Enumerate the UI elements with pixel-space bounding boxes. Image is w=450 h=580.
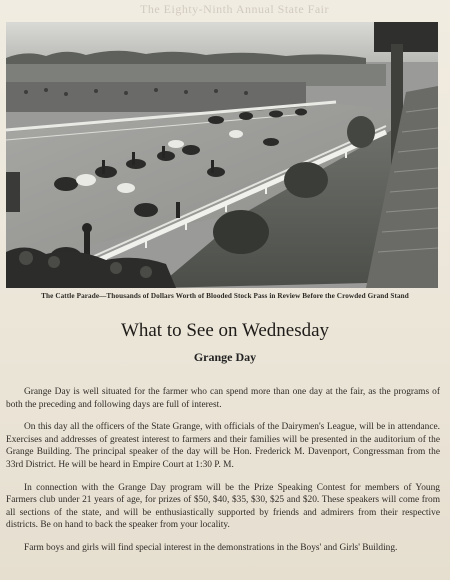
- article-subtitle: Grange Day: [193, 350, 257, 364]
- bleed-through-heading: The Eighty-Ninth Annual State Fair: [140, 2, 329, 16]
- paragraph: Grange Day is well situated for the farmer who can spend more than one day at the fair, as the programs of both the preceding and following days are full of interest.: [6, 387, 440, 410]
- article-body: [6, 386, 440, 565]
- paragraph: On this day all the officers of the State Grange, with officials of the Dairymen's League, will be in attendance. Exercises and addresses of greatest interest to farmers and their families will be presented in the auditorium of the Grange Building. The principal speaker of the day will be Hon. Frederick M. Davenport, Congressman from the 33rd District. He will be heard in Empire Court at 1:30 P. M.: [6, 422, 440, 470]
- article-title: What to See on Wednesday: [120, 320, 330, 341]
- cattle-parade-photo: [6, 22, 438, 288]
- paragraph: Farm boys and girls will find special interest in the demonstrations in the Boys' and Girls' Building.: [24, 542, 398, 553]
- paragraph: In connection with the Grange Day program will be the Prize Speaking Contest for members of Young Farmers club under 21 years of age, for prizes of $50, $40, $35, $30, $25 and $20. These speakers will come from all sections of the state, and will be enthusiastically supported by friends and admirers from their respective districts. Be on hand to back the speaker from your locality.: [6, 482, 440, 531]
- photo-caption: The Cattle Parade—Thousands of Dollars Worth of Blooded Stock Pass in Review Before the Crowded Grand Stand: [41, 292, 409, 300]
